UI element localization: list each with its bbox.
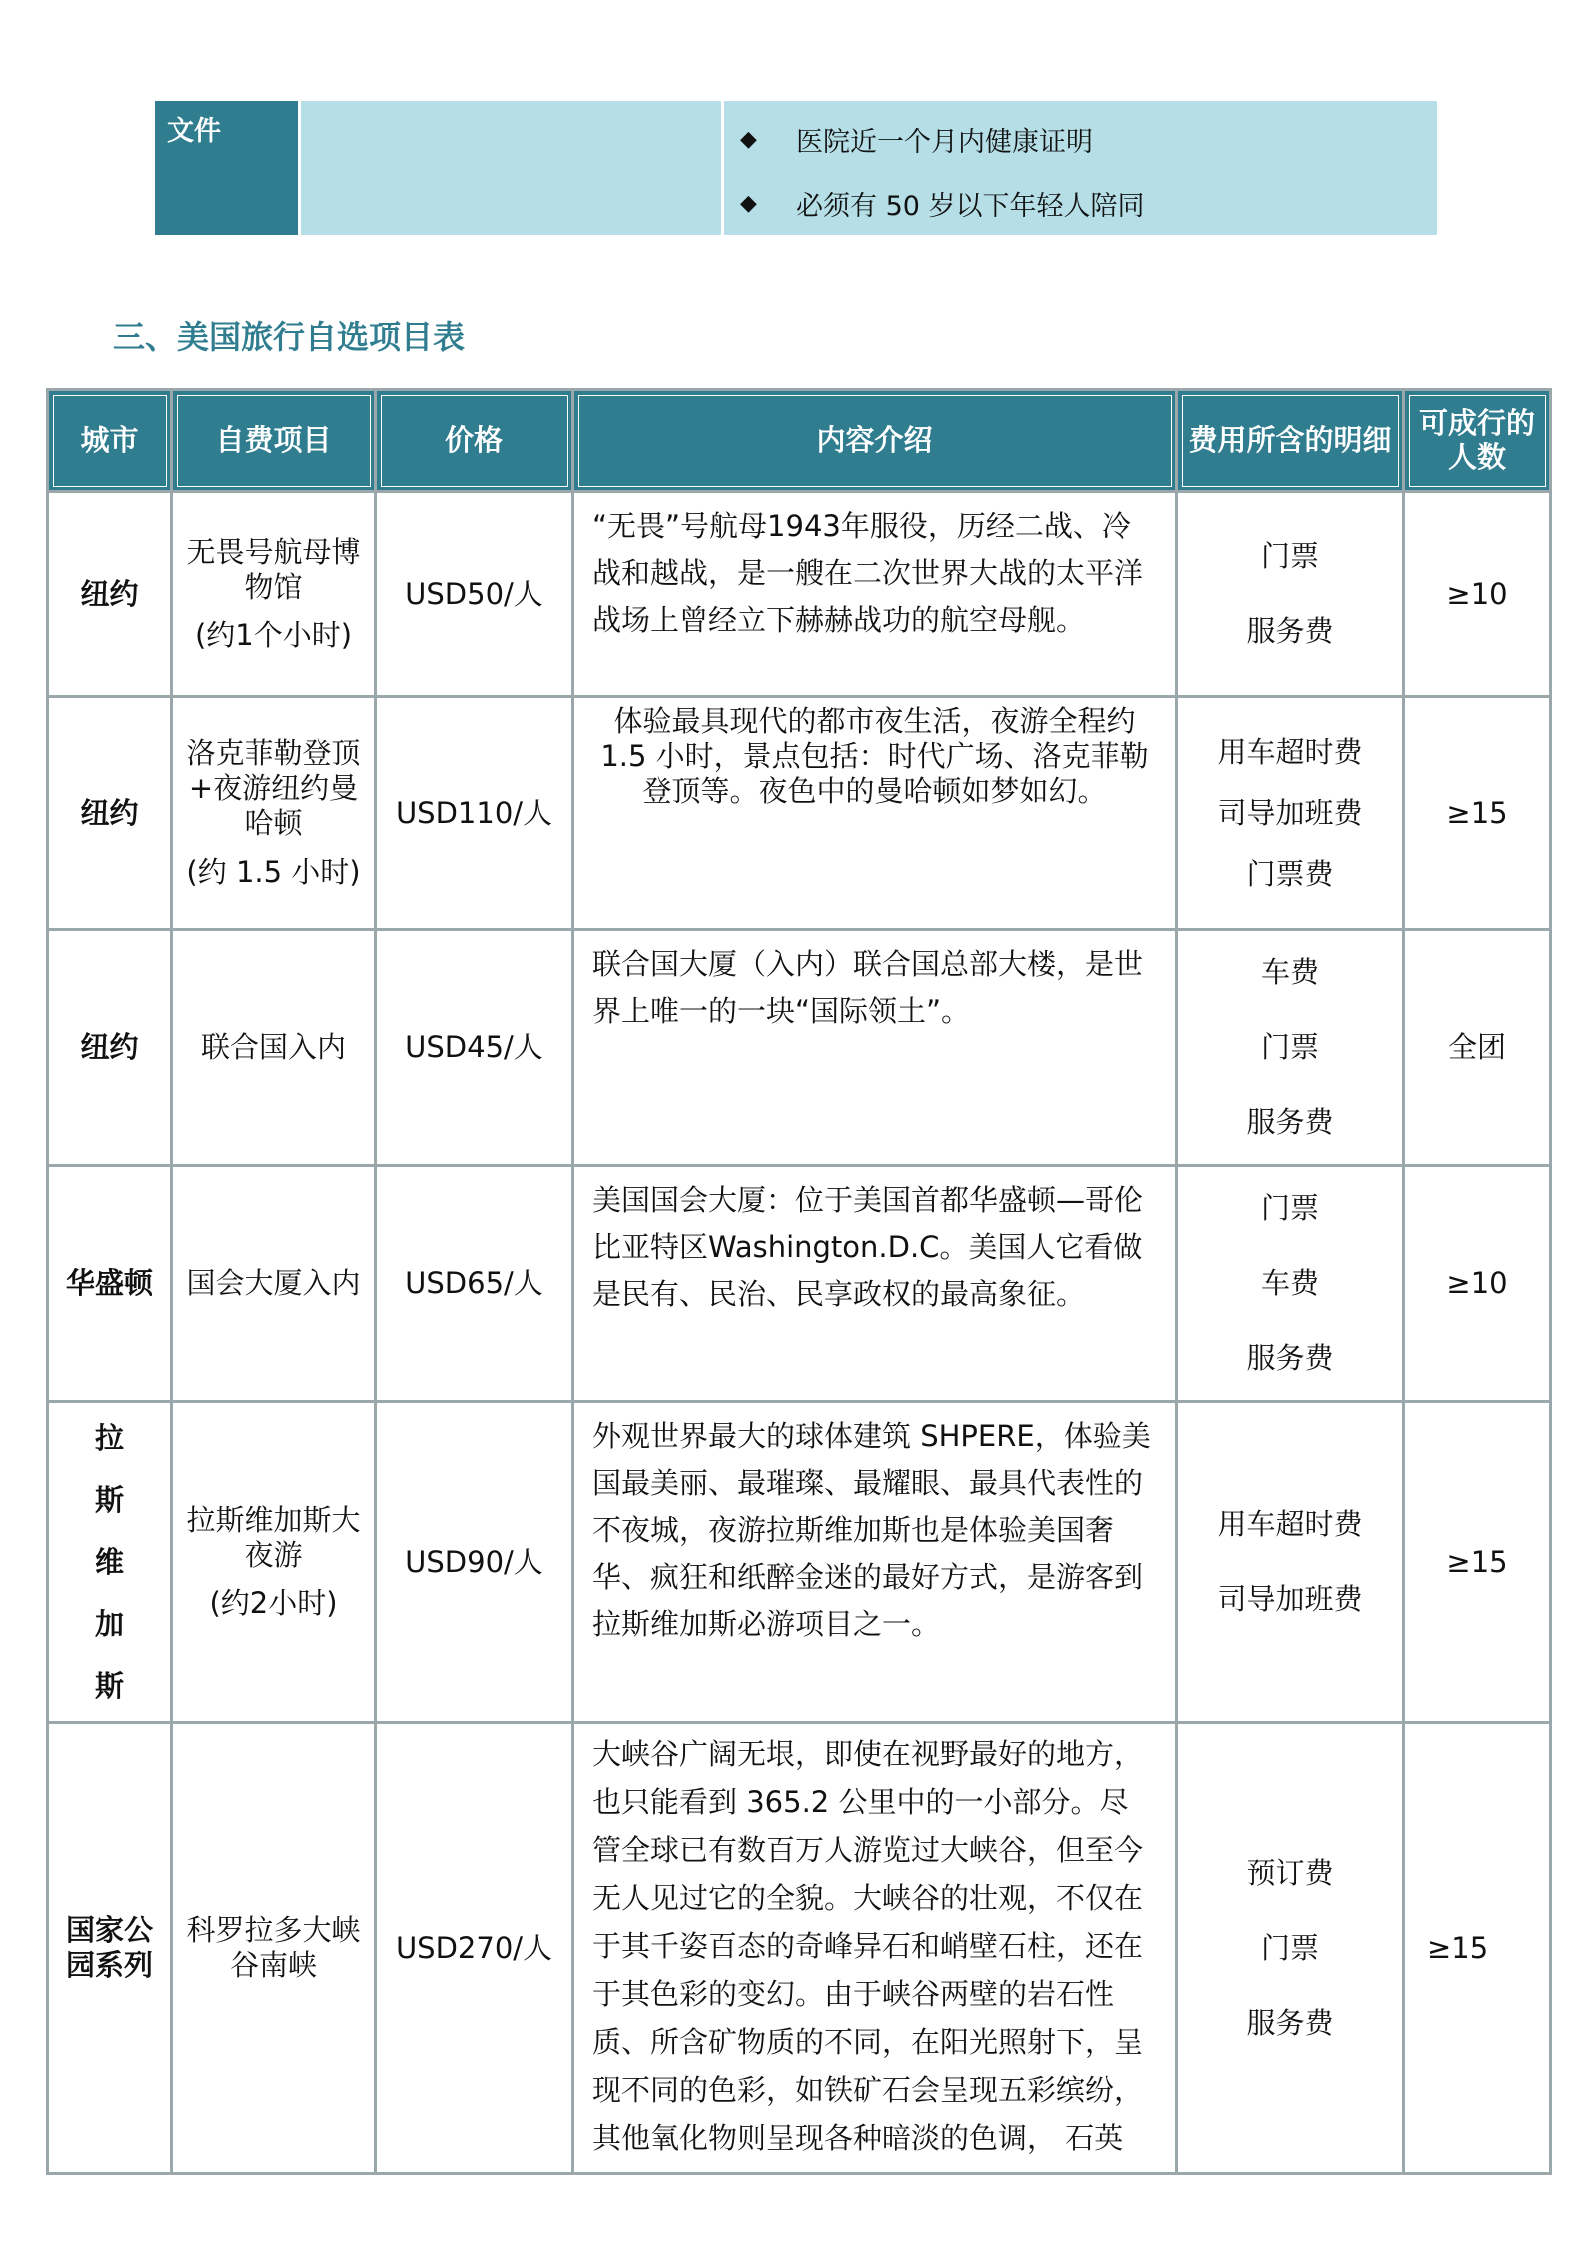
item-name: 洛克菲勒登顶+夜游纽约曼哈顿: [186, 736, 361, 840]
min-cell: ≥10: [1404, 492, 1551, 697]
item-name: 联合国入内: [200, 1030, 346, 1065]
requirement-text: 必须有 50 岁以下年轻人陪同: [796, 190, 1145, 222]
city-cell: 纽约: [48, 697, 172, 930]
item-cell: [172, 1166, 376, 1402]
fee-item: 门票费: [1246, 856, 1334, 891]
content-cell: 外观世界最大的球体建筑 SHPERE，体验美国最美丽、最璀璨、最耀眼、最具代表性的不夜城，夜游拉斯维加斯也是体验美国奢华、疯狂和纸醉金迷的最好方式，是游客到拉斯维加斯必游项目之一。: [573, 1402, 1177, 1723]
item-cell: [172, 492, 376, 697]
fee-item: 预订费: [1246, 1855, 1334, 1890]
content-cell: 体验最具现代的都市夜生活，夜游全程约 1.5 小时，景点包括：时代广场、洛克菲勒登顶等。夜色中的曼哈顿如梦如幻。: [573, 697, 1177, 930]
fee-item: 服务费: [1246, 614, 1334, 648]
requirement-item: [740, 107, 1437, 171]
header-content: 内容介绍: [573, 390, 1177, 492]
item-name: 拉斯维加斯大夜游: [186, 1502, 361, 1572]
fee-item: 门票: [1260, 1191, 1319, 1225]
requirements-cell: [723, 100, 1439, 237]
header-min: 可成行的人数: [1404, 390, 1551, 492]
header-fee: 费用所含的明细: [1177, 390, 1404, 492]
requirement-text: 医院近一个月内健康证明: [796, 126, 1093, 158]
table-header-row: [48, 390, 1551, 492]
empty-cell: [300, 100, 723, 237]
city-cell: [48, 1402, 172, 1723]
fee-item: 门票: [1260, 539, 1319, 573]
item-duration: (约1个小时): [194, 618, 353, 653]
fee-cell: [1177, 492, 1404, 697]
city-cell: 华盛顿: [48, 1166, 172, 1402]
content-cell: 大峡谷广阔无垠，即使在视野最好的地方，也只能看到 365.2 公里中的一小部分。尽管全球已有数百万人游览过大峡谷，但至今无人见过它的全貌。大峡谷的壮观，不仅在于其千姿百态的奇峰异石和峭壁石柱，还在于其色彩的变幻。由于峡谷两壁的岩石性质、所含矿物质的不同，在阳光照射下，呈现不同的色彩，如铁矿石会呈现五彩缤纷，其他氧化物则呈现各种暗淡的色调， 石英: [573, 1723, 1177, 2174]
header-price: 价格: [376, 390, 573, 492]
table-row: [48, 1402, 1551, 1723]
item-name: 国会大厦入内: [186, 1266, 361, 1301]
fee-item: 门票: [1260, 1030, 1319, 1064]
documents-label: 文件: [154, 100, 300, 237]
fee-item: 司导加班费: [1217, 795, 1363, 830]
table-row: [48, 1723, 1551, 2174]
min-cell: ≥10: [1404, 1166, 1551, 1402]
item-duration: (约2小时): [209, 1586, 338, 1621]
city-cell: 纽约: [48, 930, 172, 1166]
table-row: [48, 1166, 1551, 1402]
min-cell: 全团: [1404, 930, 1551, 1166]
fee-item: 用车超时费: [1217, 734, 1363, 769]
item-cell: [172, 697, 376, 930]
item-duration: (约 1.5 小时): [186, 854, 361, 889]
price-cell: USD90/人: [376, 1402, 573, 1723]
header-item: 自费项目: [172, 390, 376, 492]
min-cell: ≥15: [1404, 1402, 1551, 1723]
content-cell: “无畏”号航母1943年服役，历经二战、冷战和越战，是一艘在二次世界大战的太平洋战场上曾经立下赫赫战功的航空母舰。: [573, 492, 1177, 697]
price-cell: USD45/人: [376, 930, 573, 1166]
table-row: [48, 492, 1551, 697]
min-cell: ≥15: [1404, 1723, 1551, 2174]
optional-items-table: [46, 388, 1552, 2175]
fee-cell: [1177, 1402, 1404, 1723]
fee-item: 服务费: [1246, 1105, 1334, 1139]
diamond-bullet-icon: ◆: [740, 126, 757, 152]
header-city: 城市: [48, 390, 172, 492]
item-cell: [172, 1402, 376, 1723]
diamond-bullet-icon: ◆: [740, 190, 757, 216]
content-cell: 美国国会大厦：位于美国首都华盛顿—哥伦比亚特区Washington.D.C。美国人它看做是民有、民治、民享政权的最高象征。: [573, 1166, 1177, 1402]
fee-item: 门票: [1260, 1930, 1319, 1965]
table-row: [48, 930, 1551, 1166]
fee-item: 司导加班费: [1217, 1582, 1363, 1616]
price-cell: USD270/人: [376, 1723, 573, 2174]
city-cell: 国家公园系列: [48, 1723, 172, 2174]
fee-item: 用车超时费: [1217, 1507, 1363, 1541]
fee-cell: [1177, 1166, 1404, 1402]
fee-cell: [1177, 930, 1404, 1166]
item-name: 无畏号航母博物馆: [186, 534, 361, 604]
requirements-row: [154, 100, 1439, 237]
fee-cell: [1177, 1723, 1404, 2174]
fee-cell: [1177, 697, 1404, 930]
price-cell: USD110/人: [376, 697, 573, 930]
requirement-item: [740, 171, 1437, 235]
price-cell: USD65/人: [376, 1166, 573, 1402]
city-cell: 纽约: [48, 492, 172, 697]
min-cell: ≥15: [1404, 697, 1551, 930]
price-cell: USD50/人: [376, 492, 573, 697]
content-cell: 联合国大厦（入内）联合国总部大楼，是世界上唯一的一块“国际领土”。: [573, 930, 1177, 1166]
city-vertical-text: 拉斯维加斯: [94, 1421, 124, 1703]
item-name: 科罗拉多大峡谷南峡: [186, 1913, 361, 1982]
requirements-table: [152, 98, 1440, 238]
fee-item: 车费: [1260, 955, 1319, 989]
fee-item: 服务费: [1246, 1341, 1334, 1375]
fee-item: 车费: [1260, 1266, 1319, 1300]
fee-item: 服务费: [1246, 2005, 1334, 2040]
item-cell: [172, 930, 376, 1166]
table-row: [48, 697, 1551, 930]
section-title: 三、美国旅行自选项目表: [113, 318, 466, 356]
item-cell: [172, 1723, 376, 2174]
